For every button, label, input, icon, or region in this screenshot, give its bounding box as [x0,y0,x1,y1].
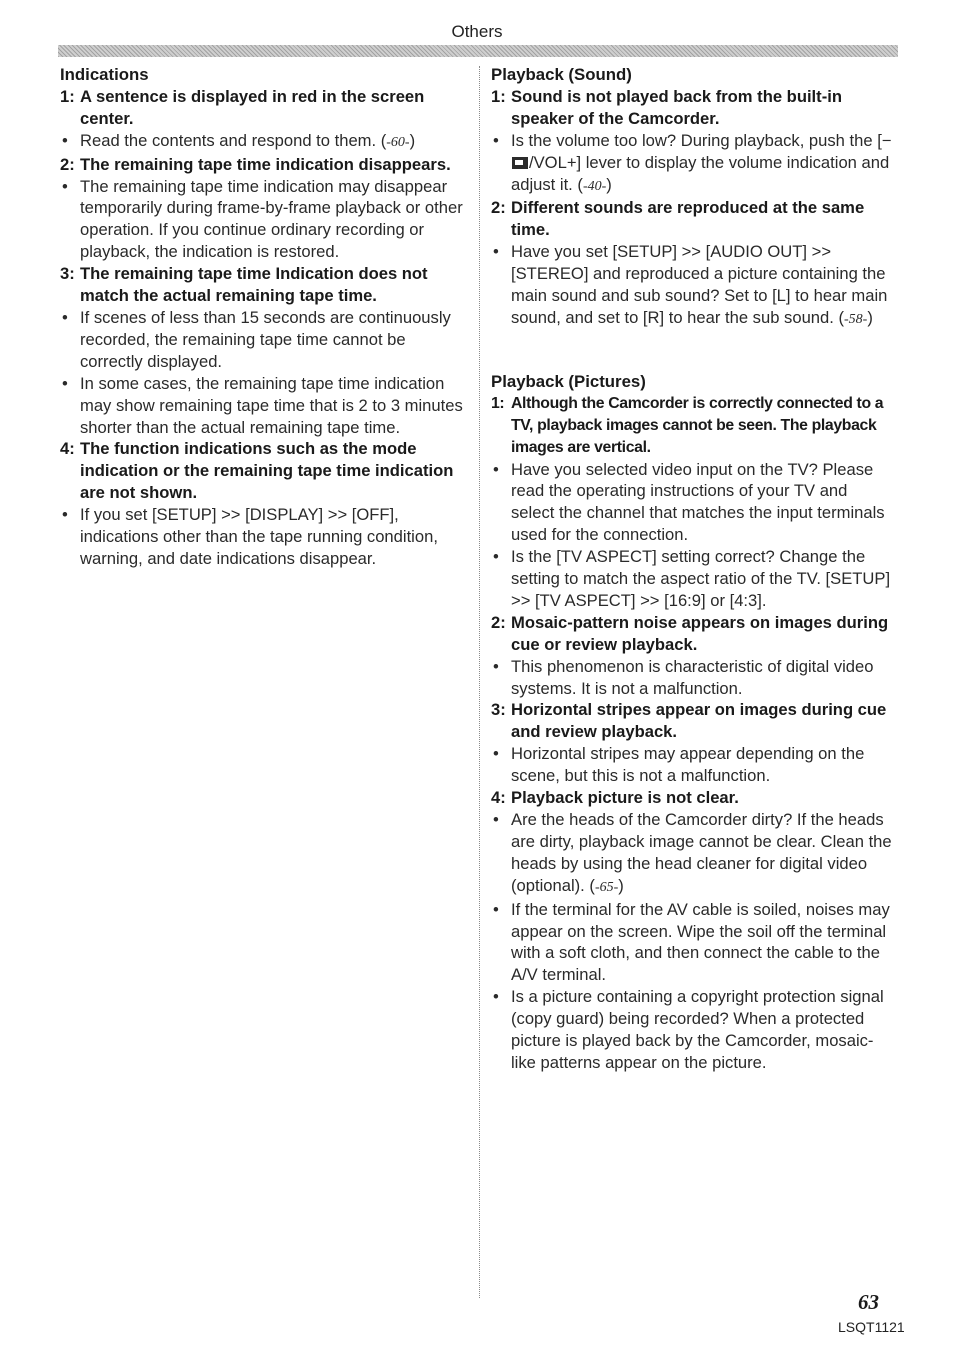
bullet-item [491,546,895,612]
bullet-text: Is the volume too low? During playback, push the [− [511,130,892,150]
bullet-text: The remaining tape time indication may disappear temporarily during frame-by-frame playback or other operation. If you continue ordinary recording or playback, the indication is restored. [80,176,463,262]
bullet-item [60,130,464,154]
bullet-text: Horizontal stripes may appear depending on the scene, but this is not a malfunction. [511,744,865,786]
bullet-text: Have you set [SETUP] >> [AUDIO OUT] >> [STEREO] and reproduced a picture containing the main sound and sub sound? Set to [L] to hear main sound, and set to [R] to hear the sub sound. ( [511,242,888,327]
item-heading-text: Horizontal stripes appear on images during cue and review playback. [511,700,887,742]
bullet-item [60,373,464,439]
bullet-text: Is a picture containing a copyright protection signal (copy guard) being recorded? When a protected picture is played back by the Camcorder, mosaic-like patterns appear on the picture. [511,987,884,1072]
page-reference: -40- [582,178,607,194]
item-heading [491,787,895,809]
bullet-text: If you set [SETUP] >> [DISPLAY] >> [OFF], indications other than the tape running condition, warning, and date indications disappear. [80,505,438,568]
page-header-title: Others [451,22,503,41]
item-heading [60,86,464,130]
item-heading-text: The remaining tape time indication disappears. [80,154,451,174]
column-divider [479,66,480,1298]
bullet-icon: • [493,744,499,764]
item-number: 4: [491,788,506,808]
section-spacer [491,331,895,371]
bullet-icon: • [493,656,499,676]
item-number: 3: [60,264,75,284]
item-heading [491,393,895,459]
bullet-item [491,459,895,547]
bullet-text: If scenes of less than 15 seconds are continuously recorded, the remaining tape time cannot be correctly displayed. [80,307,451,371]
bullet-item [491,899,895,987]
item-heading [60,263,464,307]
right-column [491,64,895,1074]
bullet-icon: • [62,176,68,196]
section-title-playback-pictures: Playback (Pictures) [491,371,646,391]
header-pattern-bar [58,45,898,57]
bullet-item [60,307,464,373]
item-heading-text: A sentence is displayed in red in the screen center. [80,86,425,128]
bullet-icon: • [493,459,499,479]
item-number: 1: [60,86,75,106]
bullet-text: This phenomenon is characteristic of digital video systems. It is not a malfunction. [511,656,874,698]
bullet-text: If the terminal for the AV cable is soiled, noises may appear on the screen. Wipe the soil off the terminal with a soft cloth, and then connect the cable to the A/V terminal. [511,899,890,985]
bullet-icon: • [493,547,499,567]
bullet-item [491,809,895,899]
bullet-icon: • [493,810,499,829]
page-reference: -60- [386,134,410,150]
bullet-icon: • [493,987,499,1007]
item-heading-text: The remaining tape time Indication does not match the actual remaining tape time. [80,264,428,306]
item-number: 1: [491,86,506,106]
bullet-text: Are the heads of the Camcorder dirty? If the heads are dirty, playback image cannot be clear. Clean the heads by using the head cleaner for digital video (optional). ( [511,810,892,895]
item-heading [60,154,464,176]
item-heading-text: Sound is not played back from the built-in speaker of the Camcorder. [511,86,842,128]
bullet-icon: • [493,899,499,919]
item-heading [491,612,895,656]
item-number: 2: [60,154,75,174]
bullet-item [491,130,895,198]
item-heading-text: The function indications such as the mode indication or the remaining tape time indication are not shown. [80,439,454,503]
item-heading [60,438,464,504]
item-heading [491,197,895,241]
bullet-icon: • [493,130,499,150]
bullet-item [491,986,895,1074]
bullet-item [491,743,895,787]
bullet-icon: • [62,307,68,327]
bullet-text-end: ) [606,174,612,194]
bullet-text: Is the [TV ASPECT] setting correct? Change the setting to match the aspect ratio of the TV. [SETUP] >> [TV ASPECT] >> [16:9] or [4:3]. [511,547,891,610]
tv-screen-icon [512,157,528,169]
page-number: 63 [858,1290,879,1314]
bullet-icon: • [62,130,68,150]
item-heading-text: Different sounds are reproduced at the same time. [511,198,865,240]
bullet-icon: • [62,373,68,393]
section-title-indications: Indications [60,65,149,84]
item-number: 4: [60,439,75,459]
bullet-item [491,656,895,700]
bullet-item [60,504,464,570]
item-number: 3: [491,700,506,720]
page-reference: -58- [844,311,868,327]
bullet-item [60,176,464,264]
bullet-icon: • [493,242,499,262]
bullet-text-end: ) [867,307,873,327]
bullet-icon: • [62,505,68,525]
item-heading [491,86,895,130]
document-code: LSQT1121 [838,1319,905,1335]
bullet-item [491,241,895,331]
bullet-text: In some cases, the remaining tape time indication may show remaining tape time that is 2 to 3 minutes shorter than the actual remaining tape time. [80,373,463,437]
bullet-text: Have you selected video input on the TV? Please read the operating instructions of your TV and select the channel that matches the input terminals used for the connection. [511,459,885,545]
item-number: 2: [491,198,506,218]
bullet-text: Read the contents and respond to them. ( [80,130,387,150]
bullet-text-end: ) [409,130,416,150]
bullet-text-continued: /VOL+] lever to display the volume indication and adjust it. ( [511,152,890,194]
item-heading-text: Although the Camcorder is correctly connected to a TV, playback images cannot be seen. The playback images are vertical. [511,394,884,456]
section-title-playback-sound: Playback (Sound) [491,65,632,84]
page-reference: -65- [594,879,619,895]
left-column [60,64,464,570]
item-heading-text: Playback picture is not clear. [511,788,739,808]
item-heading [491,699,895,743]
bullet-text-end: ) [618,875,624,895]
item-number: 2: [491,612,506,632]
item-number: 1: [491,394,505,412]
item-heading-text: Mosaic-pattern noise appears on images during cue or review playback. [511,612,889,654]
